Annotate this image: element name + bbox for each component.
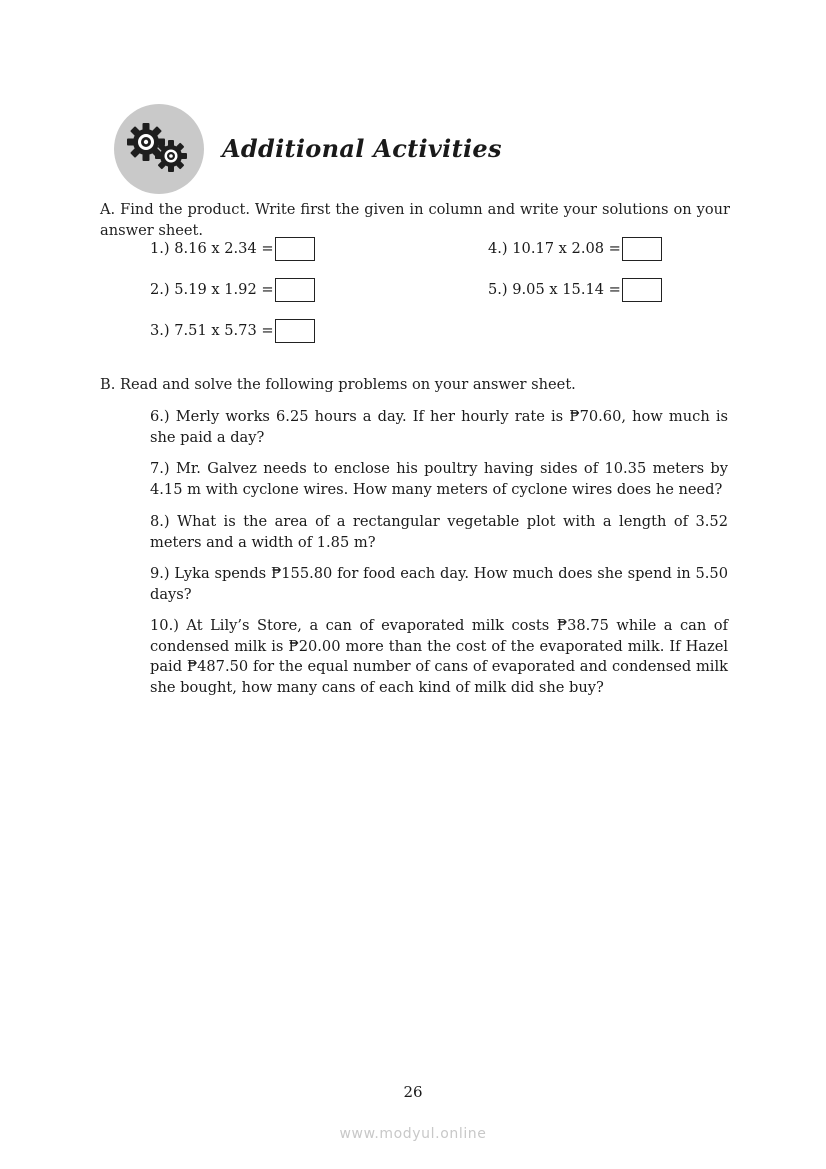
exercise-item: [150, 319, 315, 343]
exercise-label: 5.) 9.05 x 15.14 =: [488, 281, 621, 298]
exercise-item: [488, 278, 662, 302]
answer-box: [622, 237, 662, 261]
section-title: Additional Activities: [222, 134, 502, 163]
word-problem: 7.) Mr. Galvez needs to enclose his poultry having sides of 10.35 meters by 4.15 m with cyclone wires. How many meters of cyclone wires does he need?: [150, 460, 728, 498]
exercise-item: [488, 237, 662, 261]
word-problem: 6.) Merly works 6.25 hours a day. If her hourly rate is ₱70.60, how much is she paid a day?: [150, 408, 728, 446]
word-problem: 10.) At Lily’s Store, a can of evaporated milk costs ₱38.75 while a can of condensed milk is ₱20.00 more than the cost of the evaporated milk. If Hazel paid ₱487.50 for the equal number of cans of evaporated and condensed milk she bought, how many cans of each kind of milk did she buy?: [150, 617, 728, 696]
exercise-label: 2.) 5.19 x 1.92 =: [150, 281, 274, 298]
answer-box: [622, 278, 662, 302]
answer-box: [275, 319, 315, 343]
gears-icon: [114, 104, 204, 194]
answer-box: [275, 278, 315, 302]
exercise-item: [150, 278, 315, 302]
part-b-instruction: B. Read and solve the following problems on your answer sheet.: [100, 376, 576, 393]
watermark: www.modyul.online: [339, 1126, 487, 1142]
exercise-item: [150, 237, 315, 261]
word-problem: 8.) What is the area of a rectangular vegetable plot with a length of 3.52 meters and a width of 1.85 m?: [150, 513, 728, 551]
exercise-label: 1.) 8.16 x 2.34 =: [150, 240, 274, 257]
word-problem: 9.) Lyka spends ₱155.80 for food each day. How much does she spend in 5.50 days?: [150, 565, 728, 603]
answer-box: [275, 237, 315, 261]
part-a-instruction: A. Find the product. Write first the given in column and write your solutions on your answer sheet.: [100, 201, 730, 239]
page-number: 26: [403, 1083, 423, 1101]
exercise-label: 3.) 7.51 x 5.73 =: [150, 322, 274, 339]
exercise-label: 4.) 10.17 x 2.08 =: [488, 240, 621, 257]
